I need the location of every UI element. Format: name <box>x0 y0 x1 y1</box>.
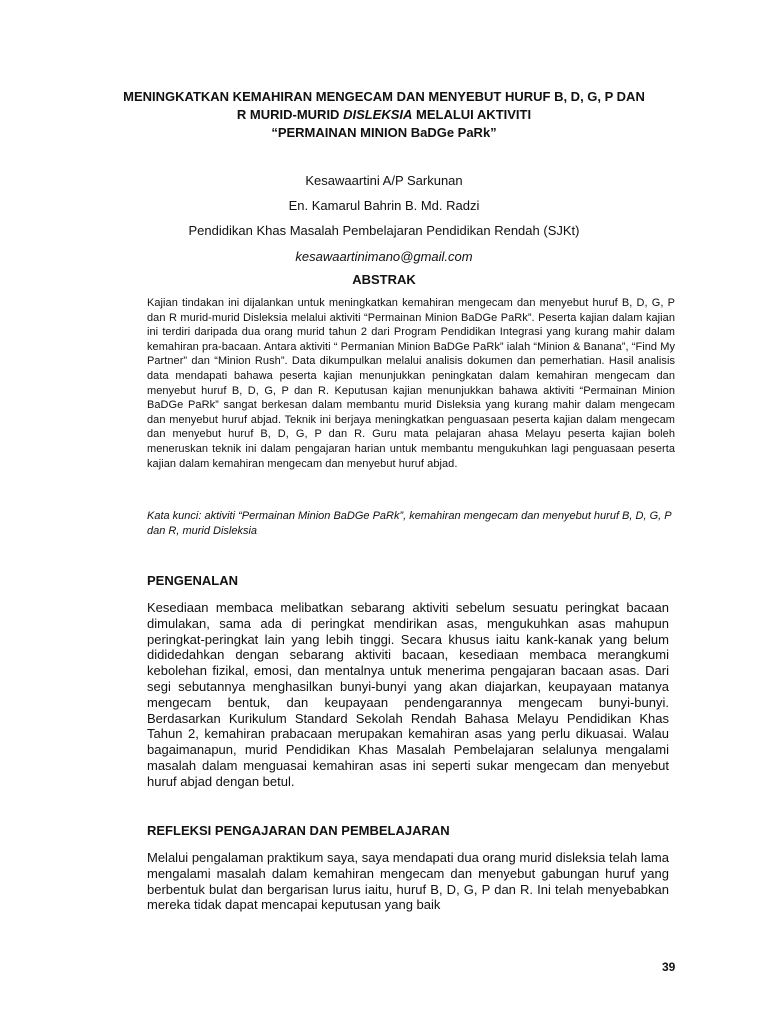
author-email: kesawaartinimano@gmail.com <box>295 249 473 264</box>
paper-title <box>120 88 648 142</box>
abstract-keywords: Kata kunci: aktiviti “Permainan Minion BaDGe PaRk”, kemahiran mengecam dan menyebut huruf B, D, G, P dan R, murid Disleksia <box>147 510 672 537</box>
title-text-line3: “PERMAINAN MINION BaDGe PaRk” <box>271 125 497 140</box>
section-heading-refleksi: REFLEKSI PENGAJARAN DAN PEMBELAJARAN <box>147 823 450 838</box>
abstract-heading: ABSTRAK <box>352 272 416 287</box>
page-number: 39 <box>662 960 676 974</box>
section-body-refleksi: Melalui pengalaman praktikum saya, saya mendapati dua orang murid disleksia telah lama mengalami masalah dalam kemahiran mengecam dan menyebut gabungan huruf yang berbentuk bulat dan bergarisan lurus iaitu, huruf B, D, G, P dan R. Ini telah menyebabkan mereka tidak dapat mencapai keputusan yang baik <box>147 850 669 913</box>
abstract-body: Kajian tindakan ini dijalankan untuk meningkatkan kemahiran mengecam dan menyebut huruf B, D, G, P dan R murid-murid Disleksia melalui aktiviti “Permainan Minion BaDGe PaRk”. Peserta kajian dalam kajian ini terdiri daripada dua orang murid tahun 2 dari Program Pendidikan Integrasi yang kurang mahir dalam kemahiran pra-bacaan. Antara aktiviti “ Permanian Minion BaDGe PaRk” ialah “Minion & Banana”, “Find My Partner” dan “Minion Rush”. Data dikumpulkan melalui analisis dokumen dan pemerhatian. Hasil analisis data mendapati bahawa peserta kajian menunjukkan peningkatan dalam kemahiran mengecam dan menyebut huruf B, D, G, P dan R. Keputusan kajian menunjukkan bahawa aktiviti “Permainan Minion BaDGe PaRk” sangat berkesan dalam membantu murid Disleksia yang kurang mahir dalam mengecam dan menyebut huruf abjad. Teknik ini berjaya meningkatkan penguasaan peserta kajian dalam mengecam dan menyebut huruf B, D, G, P dan R. Guru mata pelajaran ahasa Melayu peserta kajian boleh meneruskan teknik ini dalam pengajaran harian untuk membantu mengukuhkan lagi penguasaan peserta kajian dalam kemahiran mengecam dan menyebut huruf abjad. <box>147 297 675 470</box>
author-name-2: En. Kamarul Bahrin B. Md. Radzi <box>288 198 480 213</box>
title-text-italic: DISLEKSIA <box>343 107 413 122</box>
author-name-1: Kesawaartini A/P Sarkunan <box>305 173 463 188</box>
title-text-part1: MENINGKATKAN KEMAHIRAN MENGECAM DAN MENYEBUT HURUF B, D, G, P DAN R MURID-MURID <box>123 89 645 122</box>
section-body-pengenalan: Kesediaan membaca melibatkan sebarang aktiviti sebelum sesuatu peringkat bacaan dimulakan, sama ada di peringkat mendirikan asas, mengukuhkan asas mahupun peringkat-peringkat lain yang lebih tinggi. Secara khusus iaitu kank-kanak yang belum dididedahkan dengan sebarang aktiviti bacaan, kesediaan membaca merangkumi kebolehan fizikal, emosi, dan mentalnya untuk menerima pengajaran bacaan asas. Dari segi sebutannya menghasilkan bunyi-bunyi yang akan diajarkan, keupayaan matanya mengecam bentuk, dan keupayaan pendengarannya mengecam bunyi-bunyi. Berdasarkan Kurikulum Standard Sekolah Rendah Bahasa Melayu Pendidikan Khas Tahun 2, kemahiran prabacaan merupakan kemahiran asas yang perlu dikuasai. Walau bagaimanapun, murid Pendidikan Khas Masalah Pembelajaran selalunya mengalami masalah dalam menguasai kemahiran asas ini seperti sukar mengecam dan menyebut huruf abjad dengan betul. <box>147 600 669 789</box>
title-text-part2: MELALUI AKTIVITI <box>412 107 532 122</box>
section-heading-pengenalan: PENGENALAN <box>147 573 239 588</box>
author-affiliation: Pendidikan Khas Masalah Pembelajaran Pendidikan Rendah (SJKt) <box>188 223 580 238</box>
